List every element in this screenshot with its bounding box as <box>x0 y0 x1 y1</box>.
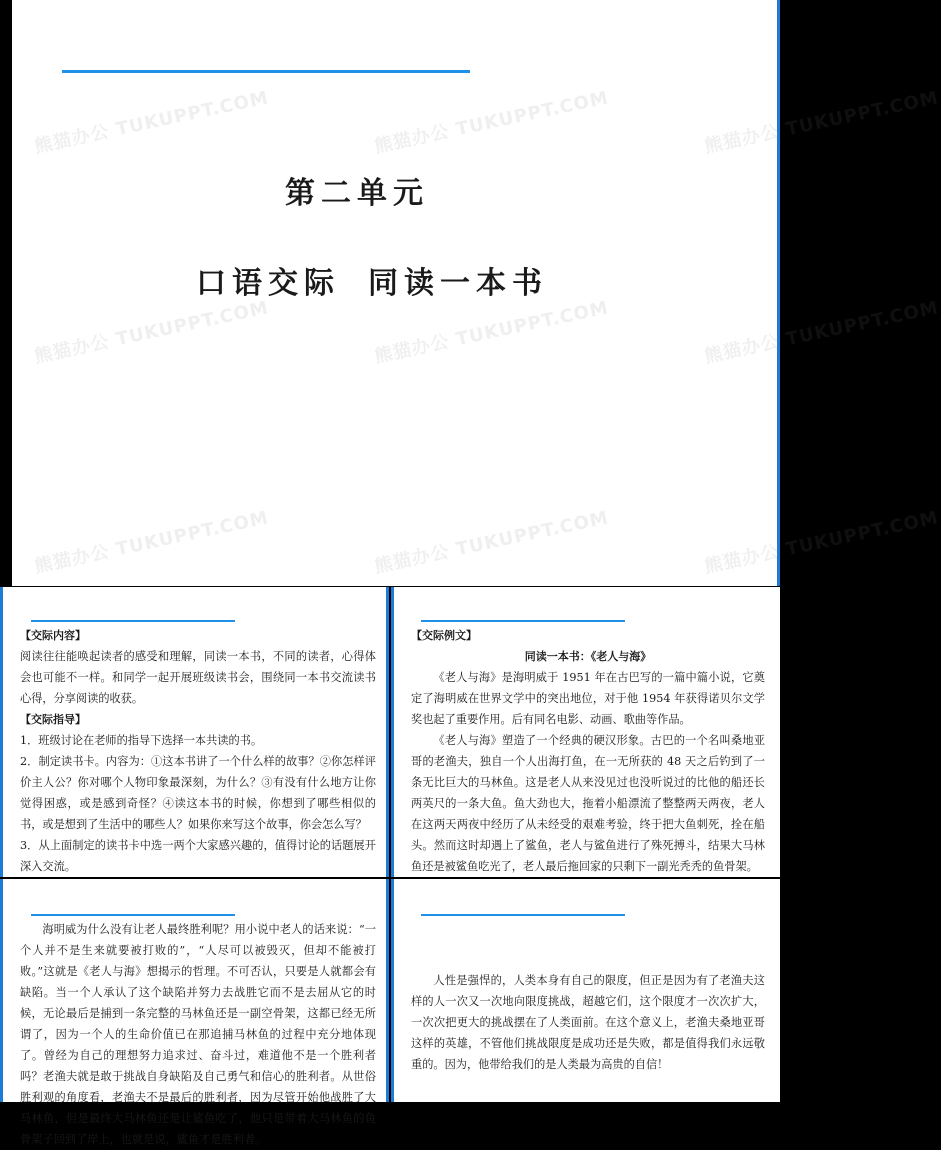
discussion-text <box>20 919 376 1150</box>
discussion-slide <box>0 879 389 1146</box>
watermark: 熊猫办公 TUKUPPT.COM <box>32 87 271 158</box>
intro-paragraph: 阅读往往能唤起读者的感受和理解，同读一本书，不同的读者，心得体会也可能不一样。和同学一起开展班级读书会，围绕同一本书交流读书心得，分享阅读的收获。 <box>20 650 376 705</box>
slide-edge <box>0 879 3 1102</box>
section-heading: 【交际内容】 <box>20 629 86 642</box>
accent-line <box>31 620 235 622</box>
example-subtitle: 同读一本书：《老人与海》 <box>524 650 652 663</box>
content-slide <box>0 587 389 877</box>
example-slide <box>391 587 780 877</box>
watermark: 熊猫办公 TUKUPPT.COM <box>702 507 941 578</box>
discussion-paragraph: 海明威为什么没有让老人最终胜利呢？用小说中老人的话来说：“一个人并不是生来就要被打败的”，“人尽可以被毁灭，但却不能被打败。”这就是《老人与海》想揭示的哲理。不可否认，只要是人就都会有缺陷。当一个人承认了这个缺陷并努力去战胜它而不是去屈从它的时候，无论最后是捕到一条完整的马林鱼还是一副空骨架，这都已经无所谓了，因为一个人的生命价值已在那追捕马林鱼的过程中充分地体现了。曾经为自己的理想努力追求过、奋斗过，难道他不是一个胜利者吗？老渔夫就是敢于挑战自身缺陷及自己勇气和信心的胜利者。从世俗胜利观的角度看，老渔夫不是最后的胜利者，因为尽管开始他战胜了大马林鱼，但是最终大马林鱼还是让鲨鱼吃了，他只是带着大马林鱼的鱼骨架子回到了岸上，也就是说，鲨鱼才是胜利者。 <box>20 923 376 1146</box>
accent-line <box>421 914 625 916</box>
content-text <box>20 625 376 877</box>
accent-line <box>31 914 235 916</box>
slide-edge <box>0 587 3 877</box>
watermark: 熊猫办公 TUKUPPT.COM <box>702 87 941 158</box>
watermark: 熊猫办公 TUKUPPT.COM <box>32 507 271 578</box>
slide-edge <box>386 587 389 877</box>
topic-title <box>12 258 732 302</box>
guide-item: 3．从上面制定的读书卡中选一两个大家感兴趣的，值得讨论的话题展开深入交流。 <box>20 839 376 873</box>
example-paragraph: 《老人与海》是海明威于 1951 年在古巴写的一篇中篇小说，它奠定了海明威在世界文学中的突出地位，对于他 1954 年获得诺贝尔文学奖也起了重要作用。后有同名电影、动画、歌曲等作品。 <box>411 671 765 726</box>
conclusion-text <box>411 970 765 1075</box>
guide-item: 1．班级讨论在老师的指导下选择一本共读的书。 <box>20 734 263 747</box>
accent-line <box>421 620 625 622</box>
conclusion-paragraph: 人性是强悍的，人类本身有自己的限度，但正是因为有了老渔夫这样的人一次又一次地向限度挑战，超越它们，这个限度才一次次扩大，一次次把更大的挑战摆在了人类面前。在这个意义上，老渔夫桑地亚哥这样的英雄，不管他们挑战限度是成功还是失败，都是值得我们永远敬重的。因为，他带给我们的是人类最为高贵的自信！ <box>411 974 765 1071</box>
watermark: 熊猫办公 TUKUPPT.COM <box>372 507 611 578</box>
conclusion-slide <box>391 879 780 1102</box>
accent-line <box>62 70 470 73</box>
example-paragraph: 《老人与海》塑造了一个经典的硬汉形象。古巴的一个名叫桑地亚哥的老渔夫，独自一个人出海打鱼，在一无所获的 48 天之后钓到了一条无比巨大的马林鱼。这是老人从来没见过也没听说过的比他的船还长两英尺的一条大鱼。鱼大劲也大，拖着小船漂流了整整两天两夜，老人在这两天两夜中经历了从未经受的艰难考验，终于把大鱼刺死，拴在船头。然而这时却遇上了鲨鱼，老人与鲨鱼进行了殊死搏斗，结果大马林鱼还是被鲨鱼吃光了，老人最后拖回家的只剩下一副光秃秃的鱼骨架。 <box>411 734 765 873</box>
slide-edge <box>391 587 394 877</box>
watermark: 熊猫办公 TUKUPPT.COM <box>702 297 941 368</box>
section-heading: 【交际指导】 <box>20 713 86 726</box>
topic-left: 口语交际 <box>196 266 340 301</box>
slide-edge <box>777 0 780 586</box>
guide-item: 2．制定读书卡。内容为：①这本书讲了一个什么样的故事？②你怎样评价主人公？你对哪个人物印象最深刻，为什么？③有没有什么地方让你觉得困惑，或是感到奇怪？④读这本书的时候，你想到了哪些相似的书，或是想到了生活中的哪些人？如果你来写这个故事，你会怎么写？ <box>20 755 376 831</box>
slide-edge <box>386 879 389 1102</box>
cover-slide <box>12 0 941 586</box>
example-text <box>411 625 765 877</box>
watermark: 熊猫办公 TUKUPPT.COM <box>372 297 611 368</box>
section-heading: 【交际例文】 <box>411 629 477 642</box>
slide-edge <box>391 879 394 1102</box>
unit-title: 第二单元 <box>285 176 429 211</box>
topic-right: 同读一本书 <box>368 266 548 301</box>
watermark: 熊猫办公 TUKUPPT.COM <box>32 297 271 368</box>
watermark: 熊猫办公 TUKUPPT.COM <box>372 87 611 158</box>
